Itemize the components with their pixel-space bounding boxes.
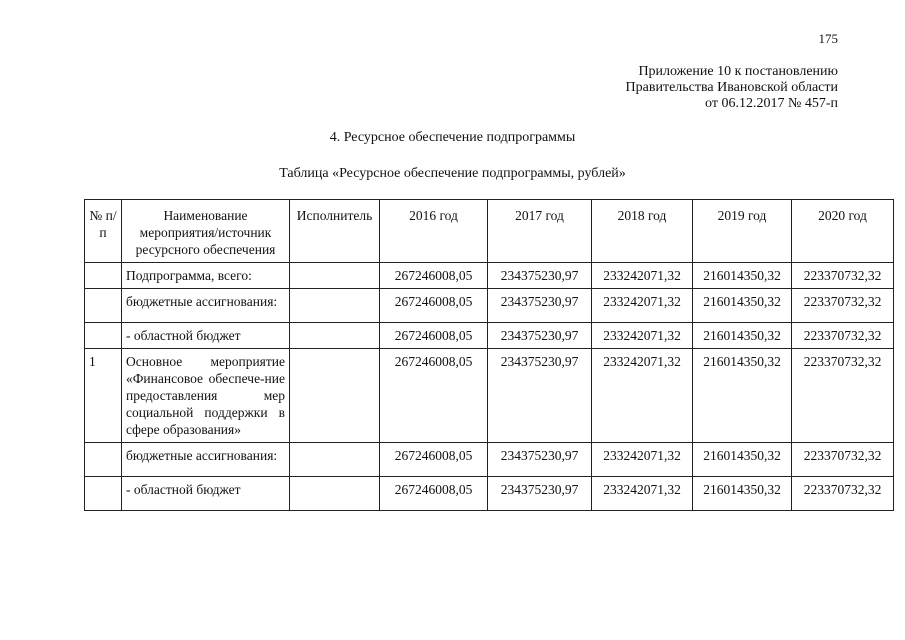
appendix-line-1: Приложение 10 к постановлению <box>638 64 838 79</box>
value-2020: 223370732,32 <box>792 477 894 511</box>
header-2018: 2018 год <box>592 200 693 263</box>
table-title: Таблица «Ресурсное обеспечение подпрограммы, рублей» <box>279 166 626 181</box>
section-title: 4. Ресурсное обеспечение подпрограммы <box>329 130 576 145</box>
value-2017: 234375230,97 <box>488 477 592 511</box>
value-2019: 216014350,32 <box>693 477 792 511</box>
value-2016: 267246008,05 <box>380 443 488 477</box>
value-2019: 216014350,32 <box>693 263 792 289</box>
value-2018: 233242071,32 <box>592 289 693 323</box>
row-executor <box>290 263 380 289</box>
value-2016: 267246008,05 <box>380 289 488 323</box>
row-name: бюджетные ассигнования: <box>122 443 290 477</box>
header-executor: Исполнитель <box>290 200 380 263</box>
row-number <box>85 323 122 349</box>
table-row <box>85 443 894 477</box>
value-2017: 234375230,97 <box>488 443 592 477</box>
value-2020: 223370732,32 <box>792 289 894 323</box>
table-row <box>85 477 894 511</box>
header-2020: 2020 год <box>792 200 894 263</box>
value-2020: 223370732,32 <box>792 323 894 349</box>
row-number <box>85 443 122 477</box>
value-2017: 234375230,97 <box>488 349 592 443</box>
value-2017: 234375230,97 <box>488 289 592 323</box>
header-2017: 2017 год <box>488 200 592 263</box>
value-2018: 233242071,32 <box>592 443 693 477</box>
row-executor <box>290 323 380 349</box>
value-2017: 234375230,97 <box>488 263 592 289</box>
appendix-line-2: Правительства Ивановской области <box>625 80 838 95</box>
header-2016: 2016 год <box>380 200 488 263</box>
row-number: 1 <box>85 349 122 443</box>
row-executor <box>290 443 380 477</box>
value-2018: 233242071,32 <box>592 323 693 349</box>
table-row <box>85 289 894 323</box>
appendix-reference <box>626 64 838 112</box>
resource-table <box>84 199 894 511</box>
value-2016: 267246008,05 <box>380 263 488 289</box>
row-executor <box>290 477 380 511</box>
value-2017: 234375230,97 <box>488 323 592 349</box>
row-name: Основное мероприятие «Финансовое обеспече-ние предоставления мер социальной поддержки в сфере образования» <box>122 349 290 443</box>
row-name: - областной бюджет <box>122 323 290 349</box>
value-2018: 233242071,32 <box>592 263 693 289</box>
header-number: № п/п <box>85 200 122 263</box>
table-row <box>85 323 894 349</box>
table-row <box>85 263 894 289</box>
value-2019: 216014350,32 <box>693 323 792 349</box>
value-2019: 216014350,32 <box>693 289 792 323</box>
row-number <box>85 289 122 323</box>
value-2019: 216014350,32 <box>693 349 792 443</box>
row-name: Подпрограмма, всего: <box>122 263 290 289</box>
row-executor <box>290 289 380 323</box>
value-2020: 223370732,32 <box>792 443 894 477</box>
row-name: бюджетные ассигнования: <box>122 289 290 323</box>
row-number <box>85 477 122 511</box>
appendix-line-3: от 06.12.2017 № 457-п <box>705 96 838 111</box>
value-2018: 233242071,32 <box>592 477 693 511</box>
header-2019: 2019 год <box>693 200 792 263</box>
header-name: Наименование мероприятия/источник ресурсного обеспечения <box>122 200 290 263</box>
value-2016: 267246008,05 <box>380 477 488 511</box>
row-name: - областной бюджет <box>122 477 290 511</box>
table-row <box>85 349 894 443</box>
table-header-row <box>85 200 894 263</box>
value-2020: 223370732,32 <box>792 349 894 443</box>
value-2019: 216014350,32 <box>693 443 792 477</box>
value-2016: 267246008,05 <box>380 323 488 349</box>
row-number <box>85 263 122 289</box>
page-number: 175 <box>818 31 838 46</box>
row-executor <box>290 349 380 443</box>
value-2016: 267246008,05 <box>380 349 488 443</box>
value-2020: 223370732,32 <box>792 263 894 289</box>
value-2018: 233242071,32 <box>592 349 693 443</box>
